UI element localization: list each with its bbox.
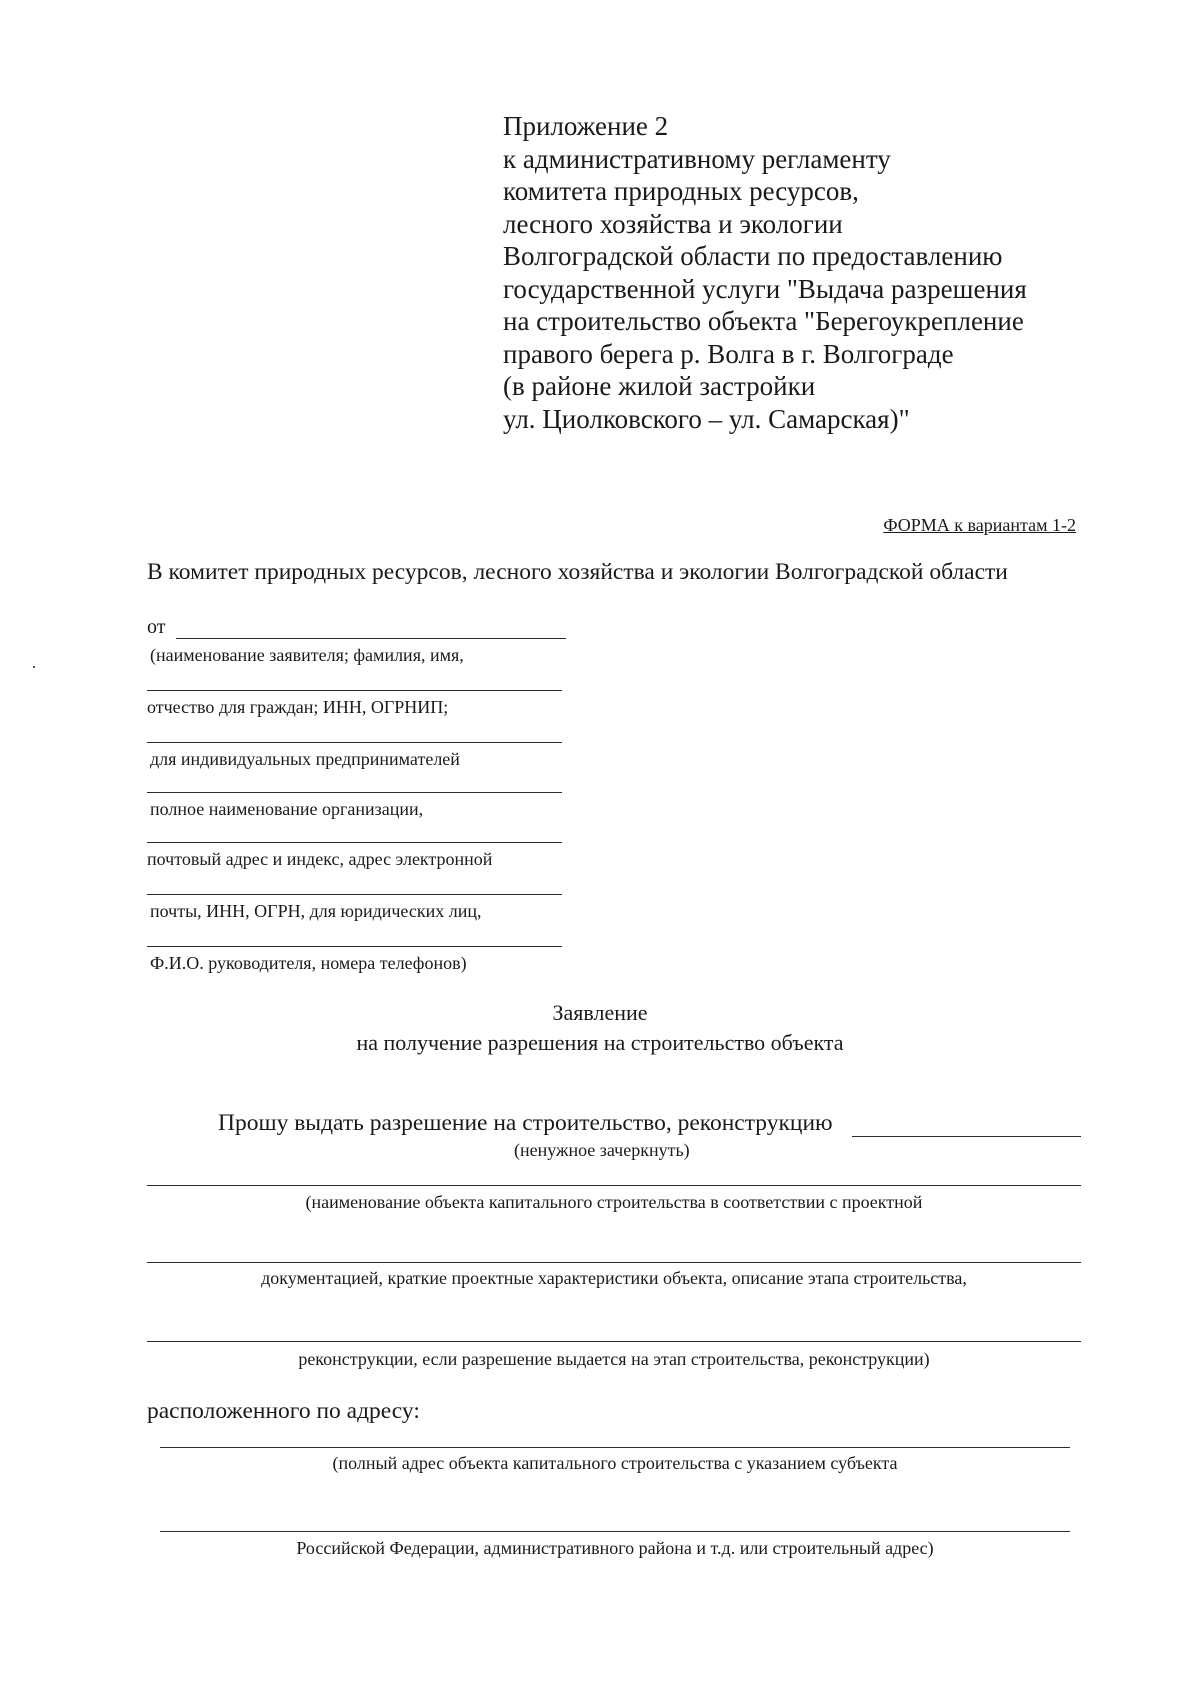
appendix-line: комитета природных ресурсов,: [503, 176, 859, 206]
request-hint: (ненужное зачеркнуть): [514, 1140, 690, 1160]
applicant-caption: (наименование заявителя; фамилия, имя,: [150, 645, 464, 665]
address-caption: Российской Федерации, административного района и т.д. или строительный адрес): [296, 1538, 934, 1558]
object-field-line: [147, 1185, 1081, 1186]
applicant-field-line: [147, 894, 562, 895]
applicant-field-line: [147, 842, 562, 843]
appendix-line: Волгоградской области по предоставлению: [503, 241, 1003, 271]
appendix-line: лесного хозяйства и экологии: [503, 208, 843, 239]
appendix-header: [503, 110, 1027, 435]
appendix-line: (в районе жилой застройки: [503, 371, 816, 401]
request-fill-line: [852, 1136, 1081, 1137]
applicant-caption: отчество для граждан; ИНН, ОГРНИП;: [147, 697, 449, 717]
address-field-line: [160, 1531, 1070, 1532]
addressee-line: В комитет природных ресурсов, лесного хозяйства и экологии Волгоградской области: [147, 559, 1008, 585]
appendix-line: на строительство объекта "Берегоукрепление: [503, 306, 1024, 336]
address-field-line: [160, 1447, 1070, 1448]
object-caption: реконструкции, если разрешение выдается на этап строительства, реконструкции): [298, 1349, 930, 1369]
applicant-name-line: [176, 638, 566, 639]
form-reference: ФОРМА к вариантам 1-2: [883, 515, 1076, 535]
applicant-caption: почты, ИНН, ОГРН, для юридических лиц,: [150, 901, 482, 921]
applicant-field-line: [147, 946, 562, 947]
appendix-line: правого берега р. Волга в г. Волгограде: [503, 338, 954, 369]
object-field-line: [147, 1341, 1081, 1342]
statement-subtitle: на получение разрешения на строительство объекта: [356, 1030, 844, 1055]
applicant-field-line: [147, 792, 562, 793]
appendix-line: Приложение 2: [503, 111, 669, 141]
object-caption: документацией, краткие проектные характеристики объекта, описание этапа строительства,: [261, 1268, 967, 1288]
location-label: расположенного по адресу:: [147, 1398, 420, 1424]
address-caption: (полный адрес объекта капитального строительства с указанием субъекта: [332, 1453, 898, 1473]
request-text: Прошу выдать разрешение на строительство, реконструкцию: [218, 1110, 833, 1136]
applicant-caption: Ф.И.О. руководителя, номера телефонов): [150, 953, 467, 973]
object-caption: (наименование объекта капитального строительства в соответствии с проектной: [305, 1192, 923, 1212]
from-label: от: [147, 616, 166, 638]
applicant-caption: полное наименование организации,: [150, 799, 424, 819]
applicant-field-line: [147, 742, 562, 743]
scan-speck: [33, 666, 35, 668]
applicant-field-line: [147, 690, 562, 691]
appendix-line: государственной услуги "Выдача разрешения: [503, 273, 1027, 304]
applicant-caption: для индивидуальных предпринимателей: [150, 749, 460, 769]
statement-title: Заявление: [552, 1000, 648, 1025]
appendix-line: ул. Циолковского – ул. Самарская)": [503, 403, 910, 434]
appendix-line: к административному регламенту: [503, 143, 891, 174]
object-field-line: [147, 1262, 1081, 1263]
applicant-caption: почтовый адрес и индекс, адрес электронной: [147, 849, 493, 869]
